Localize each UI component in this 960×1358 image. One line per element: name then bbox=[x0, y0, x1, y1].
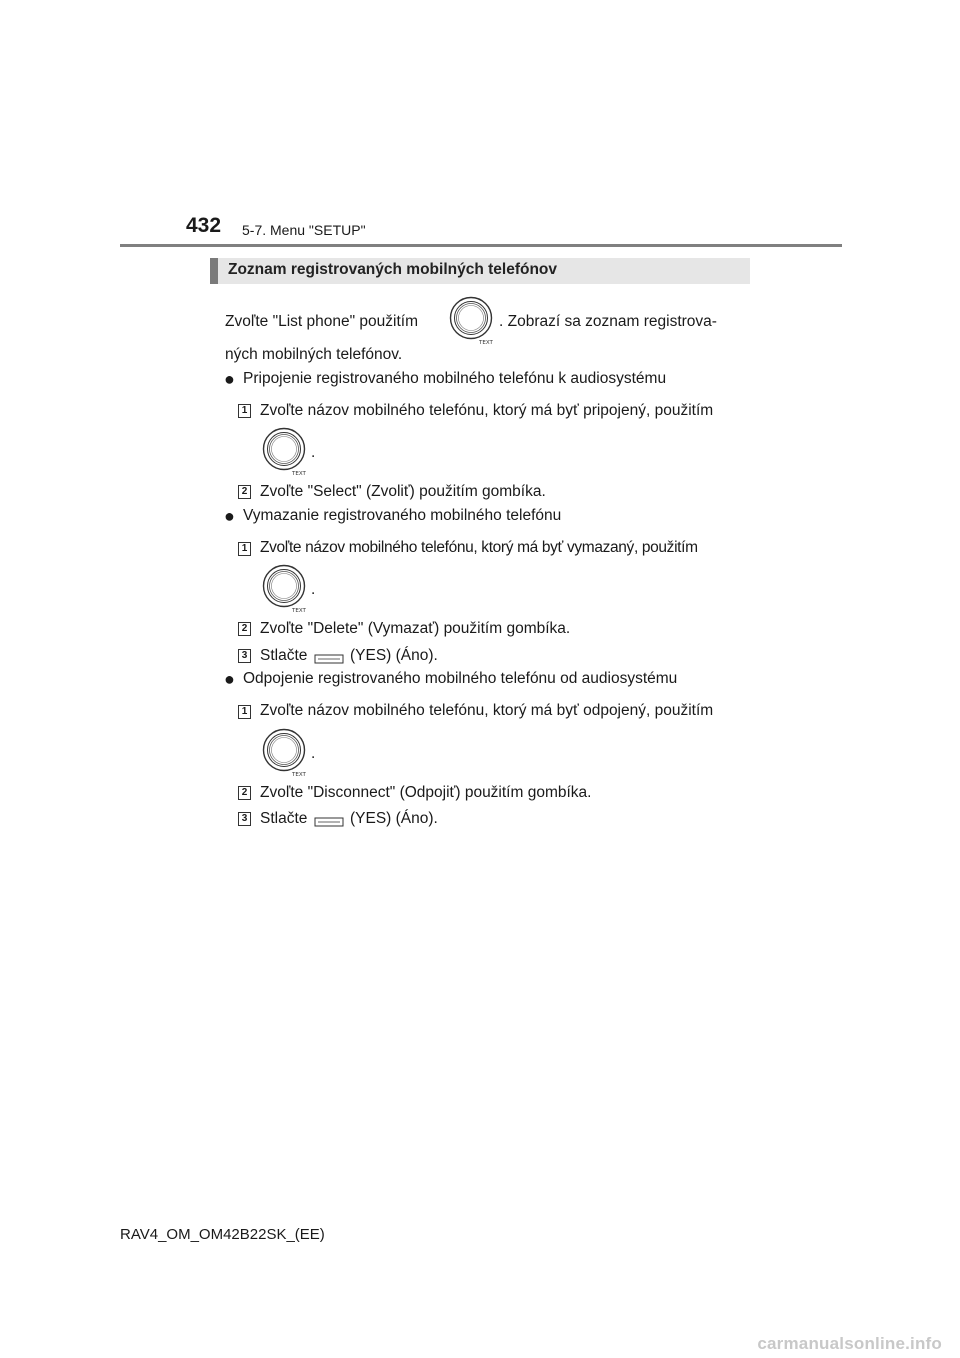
page-number: 432 bbox=[186, 214, 222, 237]
step-number: 2 bbox=[238, 786, 251, 800]
step-text: (YES) (Áno). bbox=[350, 647, 438, 664]
watermark: carmanualsonline.info bbox=[757, 1334, 942, 1353]
bullet-icon: ● bbox=[224, 669, 235, 689]
bullet-icon: ● bbox=[224, 506, 235, 526]
group-heading-disconnect: Odpojenie registrovaného mobilného telefónu od audiosystému bbox=[243, 670, 678, 687]
svg-text:TEXT: TEXT bbox=[292, 772, 306, 778]
section-title: Zoznam registrovaných mobilných telefónov bbox=[228, 261, 558, 278]
document-code: RAV4_OM_OM42B22SK_(EE) bbox=[120, 1226, 325, 1243]
step-text: (YES) (Áno). bbox=[350, 810, 438, 827]
tune-knob-icon bbox=[262, 564, 310, 614]
step-text: Zvoľte "Select" (Zvoliť) použitím gombíka. bbox=[260, 483, 546, 500]
tune-knob-icon bbox=[262, 728, 310, 778]
step-text: Stlačte bbox=[260, 647, 308, 664]
step-text: Stlačte bbox=[260, 810, 308, 827]
step-text: Zvoľte názov mobilného telefónu, ktorý má byť vymazaný, použitím bbox=[260, 539, 698, 556]
step-text-end: . bbox=[311, 581, 316, 598]
section-heading-bar bbox=[210, 258, 750, 284]
step-text: Zvoľte názov mobilného telefónu, ktorý má byť pripojený, použitím bbox=[260, 402, 714, 419]
step-number: 2 bbox=[238, 485, 251, 499]
step-number: 1 bbox=[238, 705, 251, 719]
step-text: Zvoľte názov mobilného telefónu, ktorý má byť odpojený, použitím bbox=[260, 702, 714, 719]
bullet-icon: ● bbox=[224, 369, 235, 389]
step-text-end: . bbox=[311, 444, 316, 461]
tune-knob-icon bbox=[262, 427, 310, 477]
intro-text-3: ných mobilných telefónov. bbox=[225, 346, 403, 363]
step-number: 1 bbox=[238, 404, 251, 418]
preset-button-icon bbox=[314, 651, 344, 661]
step-number: 3 bbox=[238, 649, 251, 663]
tune-knob-icon bbox=[449, 296, 497, 346]
header-divider bbox=[120, 244, 842, 247]
svg-text:TEXT: TEXT bbox=[292, 471, 306, 477]
step-number: 1 bbox=[238, 542, 251, 556]
step-text: Zvoľte "Disconnect" (Odpojiť) použitím gombíka. bbox=[260, 784, 592, 801]
intro-text-2: . Zobrazí sa zoznam registrova- bbox=[499, 313, 717, 330]
svg-text:TEXT: TEXT bbox=[292, 608, 306, 614]
step-number: 3 bbox=[238, 812, 251, 826]
group-heading-connect: Pripojenie registrovaného mobilného telefónu k audiosystému bbox=[243, 370, 667, 387]
preset-button-icon bbox=[314, 814, 344, 824]
step-number: 2 bbox=[238, 622, 251, 636]
intro-text-1: Zvoľte "List phone" použitím bbox=[225, 313, 419, 330]
group-heading-delete: Vymazanie registrovaného mobilného telefónu bbox=[243, 507, 562, 524]
chapter-title: 5-7. Menu "SETUP" bbox=[242, 222, 366, 238]
step-text: Zvoľte "Delete" (Vymazať) použitím gombíka. bbox=[260, 620, 571, 637]
step-text-end: . bbox=[311, 745, 316, 762]
svg-text:TEXT: TEXT bbox=[479, 340, 493, 346]
